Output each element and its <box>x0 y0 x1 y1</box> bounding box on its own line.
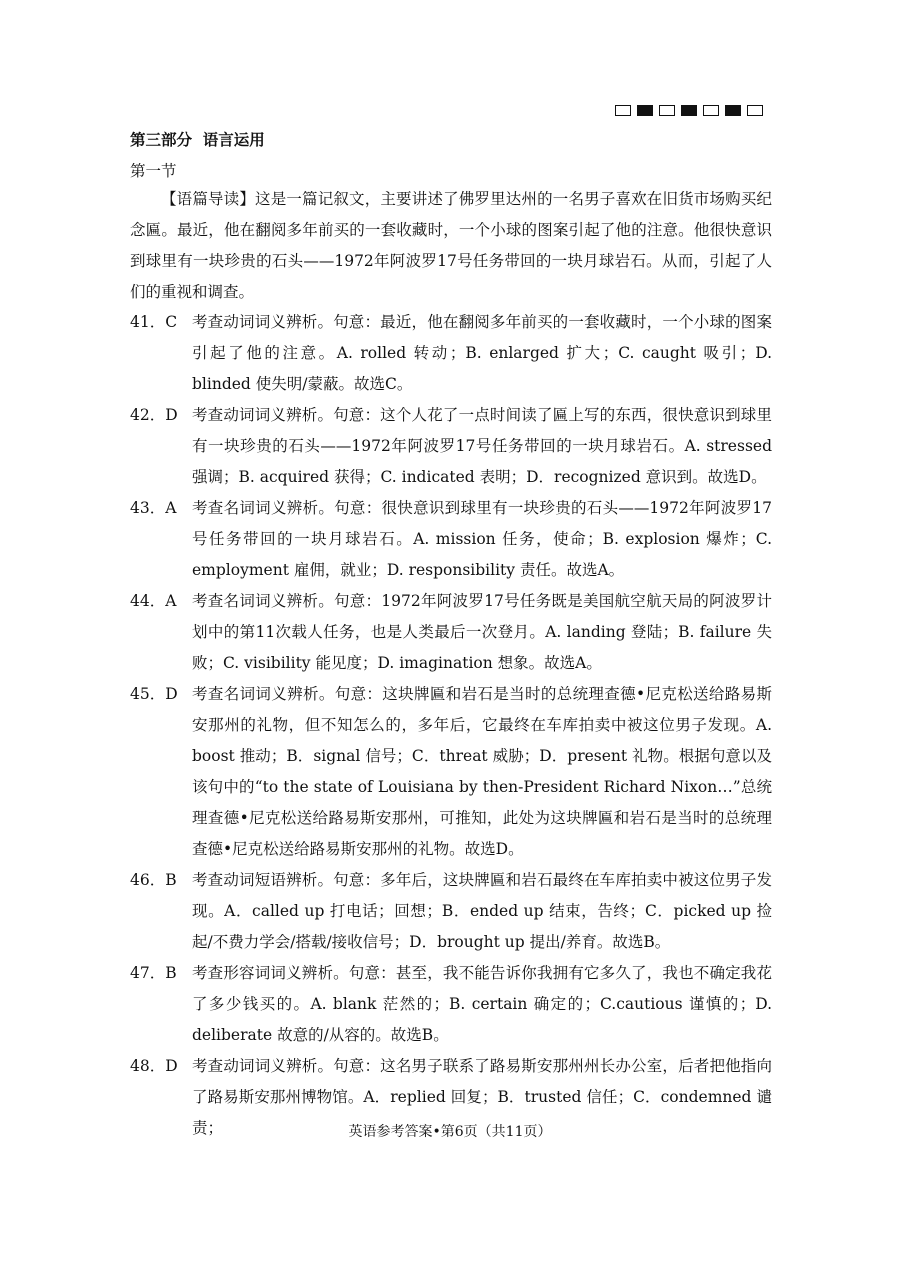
answer-explanation: 考查动词词义辨析。句意：这名男子联系了路易斯安那州州长办公室，后者把他指向了路易斯安那州博物馆。A．replied 回复；B．trusted 信任；C．condemned 谴责； <box>192 1057 772 1137</box>
answer-explanation: 考查动词词义辨析。句意：最近，他在翻阅多年前买的一套收藏时，一个小球的图案引起了他的注意。A. rolled 转动；B. enlarged 扩大；C. caught 吸引；D. blinded 使失明/蒙蔽。故选C。 <box>192 313 772 393</box>
section-title: 第三部分 语言运用 <box>130 130 265 149</box>
answer-explanation: 考查名词词义辨析。句意：这块牌匾和岩石是当时的总统理查德•尼克松送给路易斯安那州的礼物，但不知怎么的，多年后，它最终在车库拍卖中被这位男子发现。A. boost 推动；B．signal 信号；C．threat 威胁；D．present 礼物。根据句意以及该句中的“to the state of Louisiana by then-President Richard Nixon…”总统理查德•尼克松送给路易斯安那州，可推知，此处为这块牌匾和岩石是当时的总统理查德•尼克松送给路易斯安那州的礼物。故选D。 <box>192 685 772 858</box>
answer-explanation: 考查名词词义辨析。句意：1972年阿波罗17号任务既是美国航空航天局的阿波罗计划中的第11次载人任务，也是人类最后一次登月。A. landing 登陆；B. failure 失败；C. visibility 能见度；D. imagination 想象。故选A。 <box>192 592 772 672</box>
header-marks <box>615 105 763 116</box>
answer-item <box>130 958 772 1051</box>
answer-explanation: 考查形容词词义辨析。句意：甚至，我不能告诉你我拥有它多久了，我也不确定我花了多少钱买的。A. blank 茫然的；B. certain 确定的；C.cautious 谨慎的；D. deliberate 故意的/从容的。故选B。 <box>192 964 772 1044</box>
header-mark <box>747 105 763 116</box>
subsection-title: 第一节 <box>130 162 177 180</box>
page-footer: 英语参考答案•第6页（共11页） <box>348 1124 552 1140</box>
answer-list <box>130 307 772 1144</box>
answer-explanation: 考查动词短语辨析。句意：多年后，这块牌匾和岩石最终在车库拍卖中被这位男子发现。A．called up 打电话；回想；B．ended up 结束，告终；C．picked up 捡起/不费力学会/搭载/接收信号；D．brought up 提出/养育。故选B。 <box>192 871 772 951</box>
header-mark <box>725 105 741 116</box>
answer-item <box>130 307 772 400</box>
header-mark <box>681 105 697 116</box>
answer-number: 47．B <box>130 964 177 982</box>
header-mark <box>659 105 675 116</box>
answer-number: 42．D <box>130 406 178 424</box>
header-mark <box>703 105 719 116</box>
header-mark <box>615 105 631 116</box>
answer-explanation: 考查名词词义辨析。句意：很快意识到球里有一块珍贵的石头——1972年阿波罗17号任务带回的一块月球岩石。A. mission 任务，使命；B. explosion 爆炸；C. employment 雇佣，就业；D. responsibility 责任。故选A。 <box>192 499 772 579</box>
reading-intro: 【语篇导读】这是一篇记叙文，主要讲述了佛罗里达州的一名男子喜欢在旧货市场购买纪念匾。最近，他在翻阅多年前买的一套收藏时，一个小球的图案引起了他的注意。他很快意识到球里有一块珍贵的石头——1972年阿波罗17号任务带回的一块月球岩石。从而，引起了人们的重视和调查。 <box>130 190 772 301</box>
answer-number: 41．C <box>130 313 178 331</box>
answer-number: 43．A <box>130 499 177 517</box>
header-mark <box>637 105 653 116</box>
answer-item <box>130 865 772 958</box>
answer-item <box>130 679 772 865</box>
answer-item <box>130 586 772 679</box>
answer-explanation: 考查动词词义辨析。句意：这个人花了一点时间读了匾上写的东西，很快意识到球里有一块珍贵的石头——1972年阿波罗17号任务带回的一块月球岩石。A. stressed 强调；B. acquired 获得；C. indicated 表明；D．recognized 意识到。故选D。 <box>192 406 772 486</box>
answer-number: 45．D <box>130 685 178 703</box>
answer-item <box>130 493 772 586</box>
answer-item <box>130 400 772 493</box>
answer-number: 44．A <box>130 592 177 610</box>
answer-number: 48．D <box>130 1057 178 1075</box>
answer-number: 46．B <box>130 871 177 889</box>
